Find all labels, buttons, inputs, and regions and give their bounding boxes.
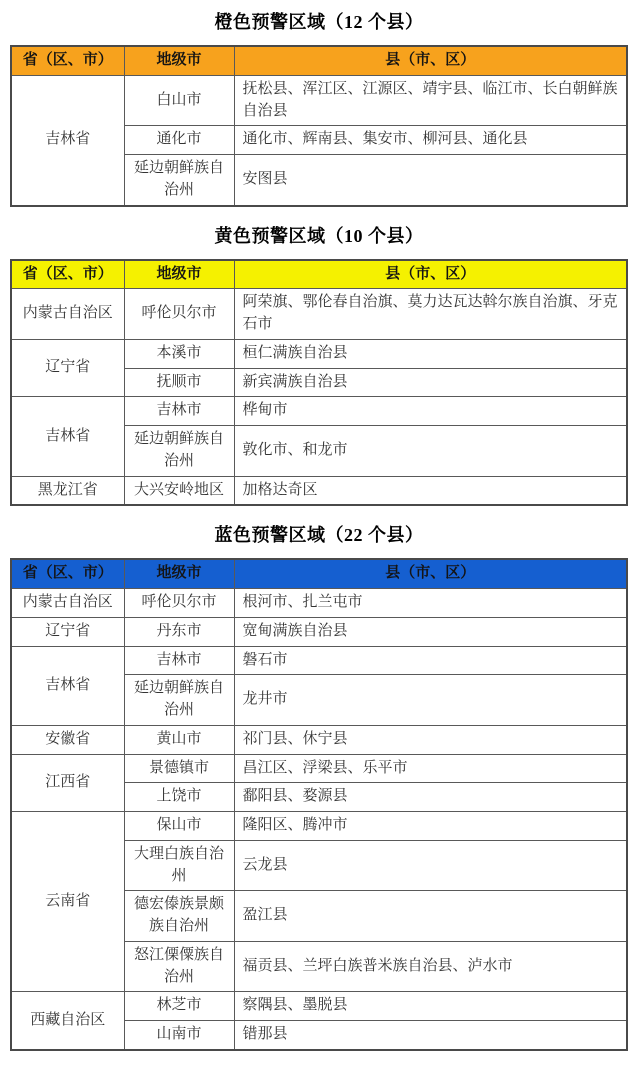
counties-cell: 隆阳区、腾冲市	[234, 812, 627, 841]
table-row	[11, 589, 627, 618]
city-cell: 呼伦贝尔市	[124, 289, 234, 340]
city-cell: 白山市	[124, 75, 234, 126]
column-header-county: 县（市、区）	[234, 260, 627, 289]
counties-cell: 福贡县、兰坪白族普米族自治县、泸水市	[234, 941, 627, 992]
table-row	[11, 646, 627, 675]
city-cell: 怒江傈僳族自治州	[124, 941, 234, 992]
counties-cell: 敦化市、和龙市	[234, 426, 627, 477]
column-header-county: 县（市、区）	[234, 46, 627, 75]
blue-section-title: 蓝色预警区域（22 个县）	[214, 525, 424, 546]
city-cell: 呼伦贝尔市	[124, 589, 234, 618]
counties-cell: 昌江区、浮梁县、乐平市	[234, 754, 627, 783]
table-header-row	[11, 559, 627, 588]
city-cell: 吉林市	[124, 397, 234, 426]
city-cell: 延边朝鲜族自治州	[124, 155, 234, 206]
counties-cell: 加格达奇区	[234, 476, 627, 505]
city-cell: 延边朝鲜族自治州	[124, 675, 234, 726]
province-cell: 吉林省	[11, 75, 124, 205]
table-row	[11, 397, 627, 426]
province-cell: 辽宁省	[11, 339, 124, 397]
city-cell: 大理白族自治州	[124, 840, 234, 891]
city-cell: 吉林市	[124, 646, 234, 675]
counties-cell: 祁门县、休宁县	[234, 725, 627, 754]
province-cell: 安徽省	[11, 725, 124, 754]
counties-cell: 磐石市	[234, 646, 627, 675]
province-cell: 江西省	[11, 754, 124, 812]
counties-cell: 新宾满族自治县	[234, 368, 627, 397]
city-cell: 景德镇市	[124, 754, 234, 783]
counties-cell: 桦甸市	[234, 397, 627, 426]
province-cell: 黑龙江省	[11, 476, 124, 505]
counties-cell: 桓仁满族自治县	[234, 339, 627, 368]
province-cell: 辽宁省	[11, 617, 124, 646]
table-header-row	[11, 46, 627, 75]
counties-cell: 龙井市	[234, 675, 627, 726]
counties-cell: 察隅县、墨脱县	[234, 992, 627, 1021]
counties-cell: 盈江县	[234, 891, 627, 942]
counties-cell: 错那县	[234, 1021, 627, 1050]
province-cell: 吉林省	[11, 397, 124, 476]
table-row	[11, 617, 627, 646]
warning-regions-document	[10, 0, 628, 1051]
table-row	[11, 75, 627, 126]
province-cell: 内蒙古自治区	[11, 289, 124, 340]
city-cell: 大兴安岭地区	[124, 476, 234, 505]
table-row	[11, 725, 627, 754]
province-cell: 内蒙古自治区	[11, 589, 124, 618]
table-header-row	[11, 260, 627, 289]
column-header-province: 省（区、市）	[11, 559, 124, 588]
province-cell: 云南省	[11, 812, 124, 992]
column-header-city: 地级市	[124, 46, 234, 75]
column-header-city: 地级市	[124, 260, 234, 289]
table-row	[11, 339, 627, 368]
column-header-county: 县（市、区）	[234, 559, 627, 588]
city-cell: 黄山市	[124, 725, 234, 754]
city-cell: 延边朝鲜族自治州	[124, 426, 234, 477]
column-header-province: 省（区、市）	[11, 46, 124, 75]
orange-warning-table	[10, 45, 628, 207]
city-cell: 德宏傣族景颇族自治州	[124, 891, 234, 942]
table-row	[11, 476, 627, 505]
column-header-city: 地级市	[124, 559, 234, 588]
counties-cell: 通化市、辉南县、集安市、柳河县、通化县	[234, 126, 627, 155]
counties-cell: 鄱阳县、婺源县	[234, 783, 627, 812]
yellow-warning-table	[10, 259, 628, 507]
province-cell: 吉林省	[11, 646, 124, 725]
city-cell: 本溪市	[124, 339, 234, 368]
table-row	[11, 754, 627, 783]
counties-cell: 阿荣旗、鄂伦春自治旗、莫力达瓦达斡尔族自治旗、牙克石市	[234, 289, 627, 340]
yellow-section-title: 黄色预警区域（10 个县）	[214, 225, 424, 246]
column-header-province: 省（区、市）	[11, 260, 124, 289]
city-cell: 上饶市	[124, 783, 234, 812]
counties-cell: 根河市、扎兰屯市	[234, 589, 627, 618]
city-cell: 通化市	[124, 126, 234, 155]
city-cell: 山南市	[124, 1021, 234, 1050]
counties-cell: 安图县	[234, 155, 627, 206]
table-row	[11, 992, 627, 1021]
city-cell: 丹东市	[124, 617, 234, 646]
counties-cell: 云龙县	[234, 840, 627, 891]
counties-cell: 抚松县、浑江区、江源区、靖宇县、临江市、长白朝鲜族自治县	[234, 75, 627, 126]
city-cell: 抚顺市	[124, 368, 234, 397]
table-row	[11, 812, 627, 841]
province-cell: 西藏自治区	[11, 992, 124, 1050]
counties-cell: 宽甸满族自治县	[234, 617, 627, 646]
city-cell: 林芝市	[124, 992, 234, 1021]
table-row	[11, 289, 627, 340]
orange-section-title: 橙色预警区域（12 个县）	[214, 12, 424, 32]
blue-warning-table	[10, 558, 628, 1051]
city-cell: 保山市	[124, 812, 234, 841]
